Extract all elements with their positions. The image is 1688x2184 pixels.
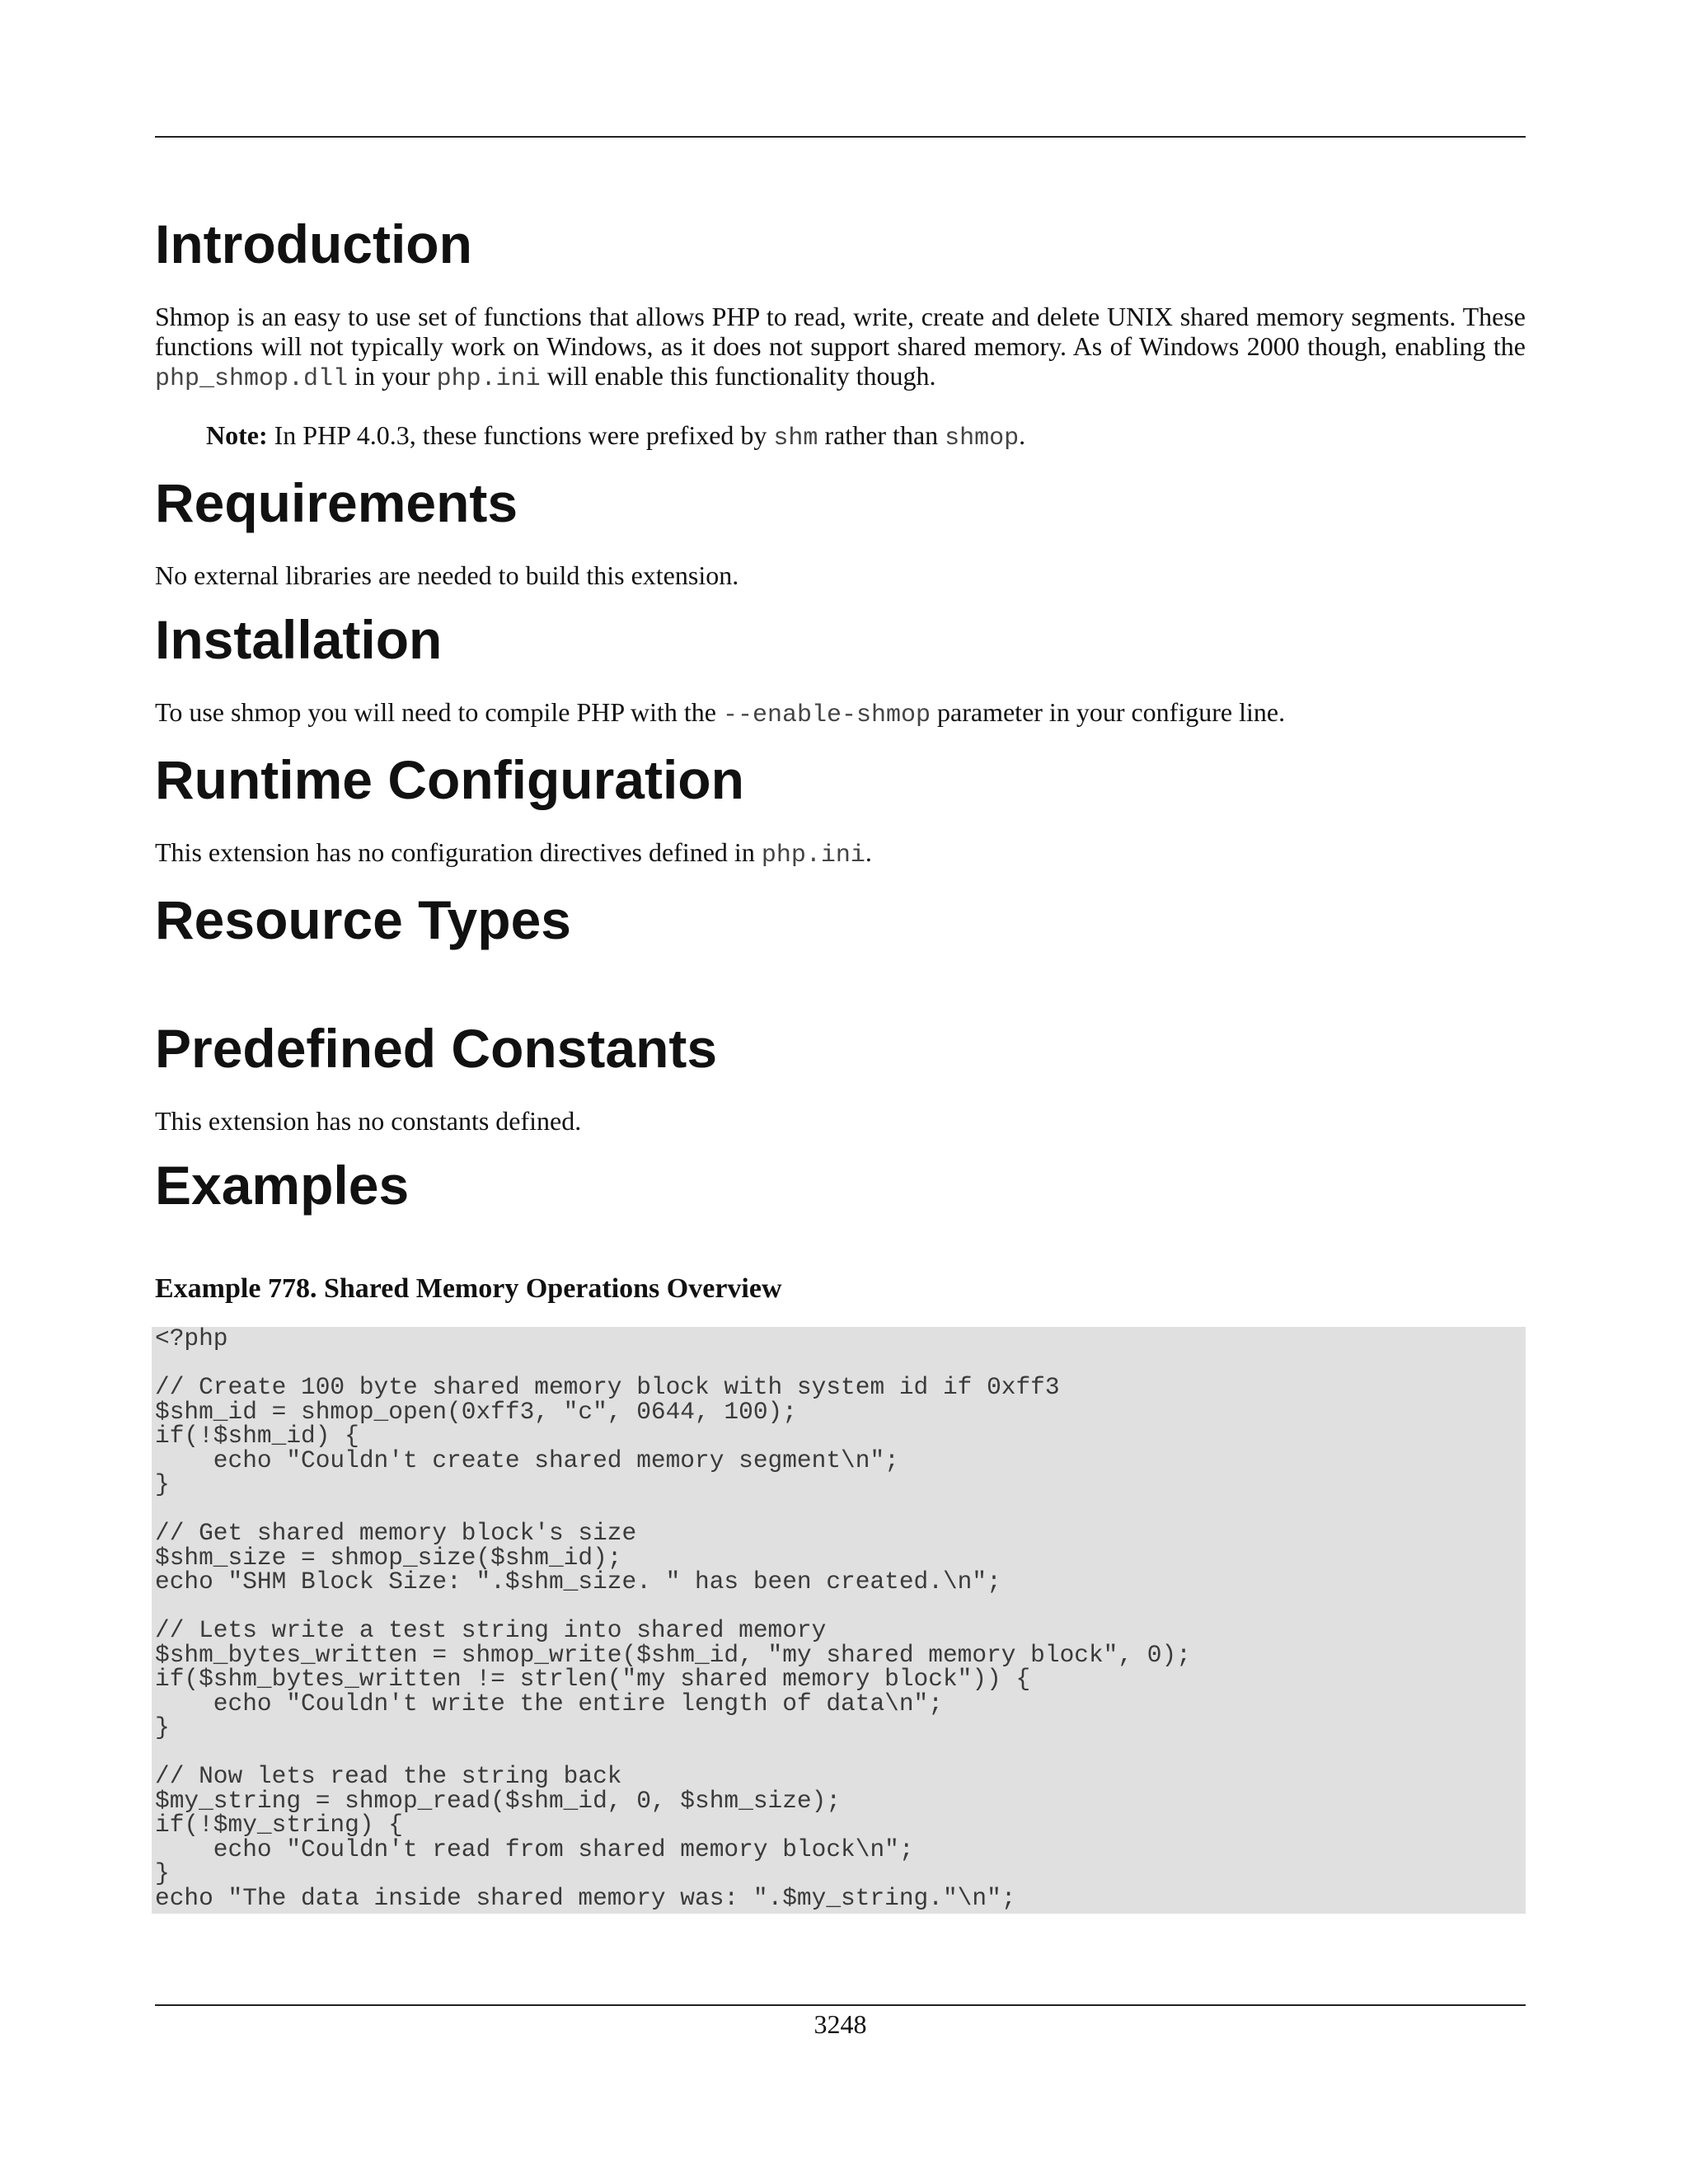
page-content [155, 208, 1526, 1914]
note-code-shmop: shmop [945, 424, 1020, 452]
requirements-paragraph: No external libraries are needed to build this extension. [155, 560, 739, 590]
intro-code-dll: php_shmop.dll [155, 365, 349, 393]
predefined-constants-paragraph: This extension has no constants defined. [155, 1106, 582, 1136]
runtime-configuration-paragraph [155, 837, 1526, 870]
runtime-configuration-heading: Runtime Configuration [155, 749, 744, 810]
installation-heading: Installation [155, 609, 443, 670]
note-text-2: rather than [818, 420, 945, 450]
note-label: Note: [206, 420, 268, 450]
example-title: Example 778. Shared Memory Operations Overview [155, 1273, 782, 1304]
runtime-code: php.ini [761, 841, 865, 869]
note-code-shm: shm [773, 424, 818, 452]
introduction-heading: Introduction [155, 213, 472, 274]
runtime-text-1: This extension has no configuration directives defined in [155, 837, 762, 867]
intro-code-ini: php.ini [436, 365, 541, 393]
footer-rule [155, 2004, 1526, 2006]
examples-heading: Examples [155, 1155, 410, 1216]
installation-text-2: parameter in your configure line. [931, 697, 1286, 727]
installation-code: --enable-shmop [722, 701, 931, 729]
resource-types-heading: Resource Types [155, 889, 571, 950]
intro-text-2: in your [348, 361, 437, 391]
note-text-1: In PHP 4.0.3, these functions were prefixed by [267, 420, 774, 450]
note-text-3: . [1019, 420, 1026, 450]
runtime-text-2: . [865, 837, 872, 867]
introduction-note [206, 420, 1526, 453]
example-code-block: <?php // Create 100 byte shared memory block with system id if 0xff3 $shm_id = shmop_open(0xff3, "c", 0644, 100); if(!$shm_id) { echo "Couldn't create shared memory segment\n"; } // Get shared memory block's size $shm_size = shmop_size($shm_id); echo "SHM Block Size: ".$shm_size. " has been created.\n"; // Lets write a test string into shared memory $shm_bytes_written = shmop_write($shm_id, "my shared memory block", 0); if($shm_bytes_written != strlen("my shared memory block")) { echo "Couldn't write the entire length of data\n"; } // Now lets read the string back $my_string = shmop_read($shm_id, 0, $shm_size); if(!$my_string) { echo "Couldn't read from shared memory block\n"; } echo "The data inside shared memory was: ".$my_string."\n"; [152, 1327, 1526, 1914]
document-page [155, 0, 1526, 2184]
introduction-paragraph [155, 302, 1526, 394]
intro-text-3: will enable this functionality though. [540, 361, 936, 391]
resource-types-spacer [155, 956, 1526, 999]
predefined-constants-heading: Predefined Constants [155, 1018, 718, 1079]
intro-text-1: Shmop is an easy to use set of functions that allows PHP to read, write, create and delete UNIX shared memory segments. These functions will not typically work on Windows, as it does not support shared memory. As of Windows 2000 though, enabling the [155, 302, 1526, 361]
requirements-heading: Requirements [155, 472, 518, 533]
installation-paragraph [155, 697, 1526, 730]
installation-text-1: To use shmop you will need to compile PHP with the [155, 697, 723, 727]
page-number: 3248 [814, 2009, 867, 2039]
header-rule [155, 136, 1526, 138]
